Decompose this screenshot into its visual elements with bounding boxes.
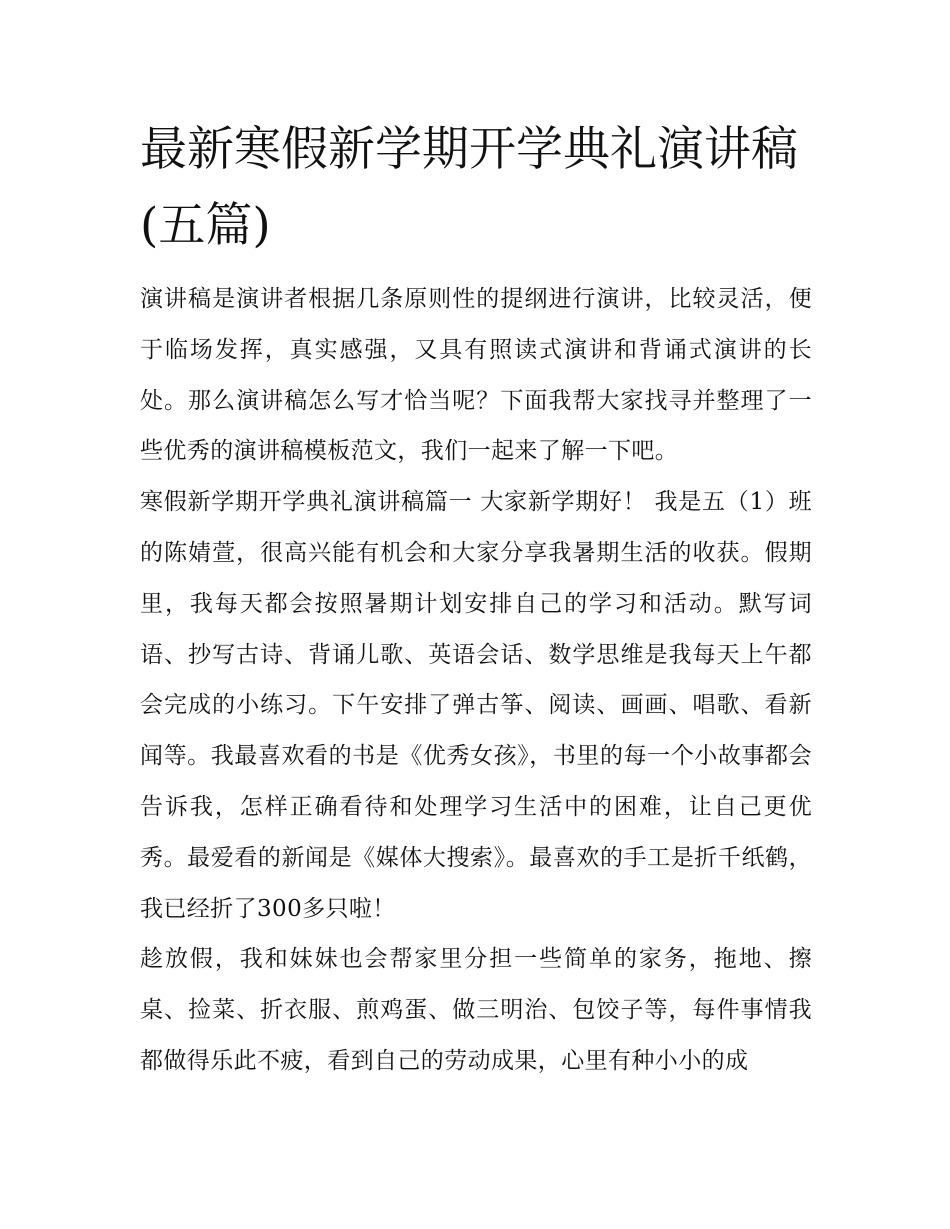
- intro-paragraph: 演讲稿是演讲者根据几条原则性的提纲进行演讲，比较灵活，便于临场发挥，真实感强，又具有照读式演讲和背诵式演讲的长处。那么演讲稿怎么写才恰当呢？下面我帮大家找寻并整理了一些优秀的演讲稿模板范文，我们一起来了解一下吧。: [140, 286, 812, 465]
- document-title: 最新寒假新学期开学典礼演讲稿(五篇): [140, 122, 798, 253]
- document-content: [140, 112, 812, 1087]
- speech-one-paragraph: 寒假新学期开学典礼演讲稿篇一 大家新学期好！ 我是五（1）班的陈婧萱，很高兴能有机会和大家分享我暑期生活的收获。假期里，我每天都会按照暑期计划安排自己的学习和活动。默写词语、抄写古诗、背诵儿歌、英语会话、数学思维是我每天上午都会完成的小练习。下午安排了弹古筝、阅读、画画、唱歌、看新闻等。我最喜欢看的书是《优秀女孩》，书里的每一个小故事都会告诉我，怎样正确看待和处理学习生活中的困难，让自己更优秀。最爱看的新闻是《媒体大搜索》。最喜欢的手工是折千纸鹤，我已经折了300多只啦！: [140, 489, 812, 922]
- vacation-chores-paragraph: 趁放假，我和妹妹也会帮家里分担一些简单的家务，拖地、擦桌、捡菜、折衣服、煎鸡蛋、做三明治、包饺子等，每件事情我都做得乐此不疲，看到自己的劳动成果，心里有种小小的成: [140, 946, 812, 1074]
